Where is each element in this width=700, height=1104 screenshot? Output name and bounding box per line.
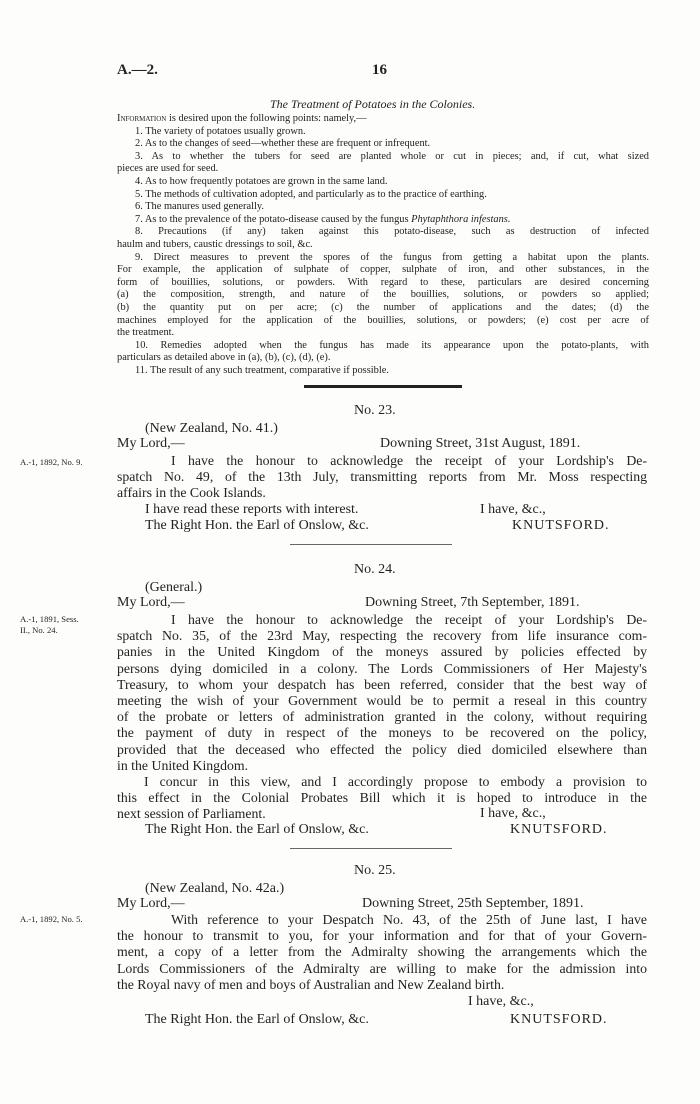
body-line: spatch No. 35, of the 23rd May, respecting the recovery from life insurance com-: [117, 628, 647, 644]
page-number: 16: [372, 62, 387, 78]
closing: I have, &c.,: [480, 502, 546, 517]
body-line: affairs in the Cook Islands.: [117, 485, 266, 501]
list-item-cont: For example, the application of sulphate of copper, sulphate of iron, and other substances, in the: [117, 264, 649, 276]
body-line: the payment of duty in respect of the moneys to be recovered on the policy,: [117, 725, 647, 741]
list-item: 6. The manures used generally.: [135, 201, 264, 213]
despatch-number: No. 23.: [354, 403, 396, 418]
despatch-body: [117, 912, 647, 993]
salutation: My Lord,—: [117, 896, 185, 911]
list-item-cont: pieces are used for seed.: [117, 163, 219, 175]
list-item-cont: (b) the quantity put on per acre; (c) the number of applications and the dates; (d) the: [117, 301, 649, 313]
body-line: I have the honour to acknowledge the receipt of your Lordship's De-: [171, 453, 647, 468]
despatch-body: [117, 612, 647, 823]
body-line: I have read these reports with interest.: [145, 502, 359, 517]
list-item-cont: particulars as detailed above in (a), (b), (c), (d), (e).: [117, 352, 331, 364]
salutation: My Lord,—: [117, 436, 185, 451]
despatch-subtitle: (New Zealand, No. 42a.): [145, 881, 285, 896]
body-line: Lords Commissioners of the Admiralty are willing to make for the admission into: [117, 960, 647, 976]
body-line: I have the honour to acknowledge the receipt of your Lordship's De-: [171, 612, 647, 627]
despatch-number: No. 24.: [354, 562, 396, 577]
body-line: persons dying domiciled in a colony. The Lords Commissioners of Her Majesty's: [117, 660, 647, 676]
body-line: provided that the deceased who effected the policy died domiciled elsewhere than: [117, 741, 647, 757]
body-line: in the United Kingdom.: [117, 757, 249, 773]
list-item: 5. The methods of cultivation adopted, and particularly as to the practice of earthing.: [135, 188, 487, 200]
list-item: 1. The variety of potatoes usually grown.: [135, 125, 306, 137]
body-line: Treasury, to whom your despatch has been referred, consider that the best way of: [117, 676, 647, 692]
list-item-cont: (a) the composition, strength, and nature of the bouillies, solutions, or powders so applied;: [117, 289, 649, 301]
body-line: this effect in the Colonial Probates Bill which it is hoped to introduce in the: [117, 790, 647, 806]
information-list: [117, 113, 649, 377]
list-item-cont: haulm and tubers, caustic dressings to soil, &c.: [117, 238, 313, 250]
body-line: meeting the wish of your Government would be to permit a reseal in this country: [117, 693, 647, 709]
body-line: I concur in this view, and I accordingly propose to embody a provision to: [144, 774, 647, 790]
list-item-cont: form of bouillies, solutions, or powders. With regard to these, particulars are desired concerning: [117, 276, 649, 288]
despatch-subtitle: (New Zealand, No. 41.): [145, 421, 278, 436]
margin-reference: A.-1, 1892, No. 5.: [20, 914, 83, 924]
list-item: 2. As to the changes of seed—whether these are frequent or infrequent.: [135, 138, 431, 150]
signature: KNUTSFORD.: [512, 518, 610, 533]
section-rule: [290, 848, 452, 849]
list-item: 3. As to whether the tubers for seed are planted whole or cut in pieces; and, if cut, what sized: [135, 150, 649, 162]
addressee: The Right Hon. the Earl of Onslow, &c.: [145, 822, 369, 837]
body-line: With reference to your Despatch No. 43, of the 25th of June last, I have: [171, 912, 647, 927]
despatch-number: No. 25.: [354, 863, 396, 878]
body-line: next session of Parliament.: [117, 806, 266, 822]
section-rule: [304, 385, 462, 388]
body-line: the honour to transmit to you, for your information and for that of your Govern-: [117, 928, 647, 944]
list-item: 7. As to the prevalence of the potato-disease caused by the fungus Phytaphthora infestans.: [135, 213, 511, 225]
closing: I have, &c.,: [468, 994, 534, 1009]
list-item: 10. Remedies adopted when the fungus has made its appearance upon the potato-plants, with: [135, 339, 649, 351]
despatch-date: Downing Street, 7th September, 1891.: [365, 595, 580, 610]
despatch-date: Downing Street, 25th September, 1891.: [362, 896, 584, 911]
body-line: spatch No. 49, of the 13th July, transmitting reports from Mr. Moss respecting: [117, 469, 647, 485]
body-line: of the probate or letters of administration granted in the colony, without requiring: [117, 709, 647, 725]
addressee: The Right Hon. the Earl of Onslow, &c.: [145, 518, 369, 533]
list-item: 4. As to how frequently potatoes are grown in the same land.: [135, 175, 388, 187]
margin-reference: A.-1, 1891, Sess. II., No. 24.: [20, 614, 79, 635]
list-item-cont: the treatment.: [117, 327, 175, 339]
salutation: My Lord,—: [117, 595, 185, 610]
signature: KNUTSFORD.: [510, 822, 608, 837]
list-item: 9. Direct measures to prevent the spores of the fungus from getting a habitat upon the plants.: [135, 251, 649, 263]
closing: I have, &c.,: [480, 806, 546, 821]
despatch-date: Downing Street, 31st August, 1891.: [380, 436, 581, 451]
signature: KNUTSFORD.: [510, 1012, 608, 1027]
margin-reference: A.-1, 1892, No. 9.: [20, 457, 83, 467]
document-reference: A.—2.: [117, 62, 158, 78]
intro-lead: Information is desired upon the following points: namely,—: [117, 113, 367, 124]
list-item: 11. The result of any such treatment, comparative if possible.: [135, 364, 389, 376]
despatch-subtitle: (General.): [145, 580, 203, 595]
body-line: panies in the United Kingdom of the moneys assured by policies effected by: [117, 644, 647, 660]
section-rule: [290, 544, 452, 545]
list-item: 8. Precautions (if any) taken against this potato-disease, such as destruction of infected: [135, 226, 649, 238]
section-title: The Treatment of Potatoes in the Colonies.: [270, 97, 476, 111]
list-item-cont: machines employed for the application of the bouillies, solutions, or powders; (e) cost per acre of: [117, 314, 649, 326]
addressee: The Right Hon. the Earl of Onslow, &c.: [145, 1012, 369, 1027]
body-line: the Royal navy of men and boys of Australian and New Zealand birth.: [117, 976, 505, 992]
body-line: ment, a copy of a letter from the Admiralty showing the arrangements which the: [117, 944, 647, 960]
despatch-body: [117, 453, 647, 502]
